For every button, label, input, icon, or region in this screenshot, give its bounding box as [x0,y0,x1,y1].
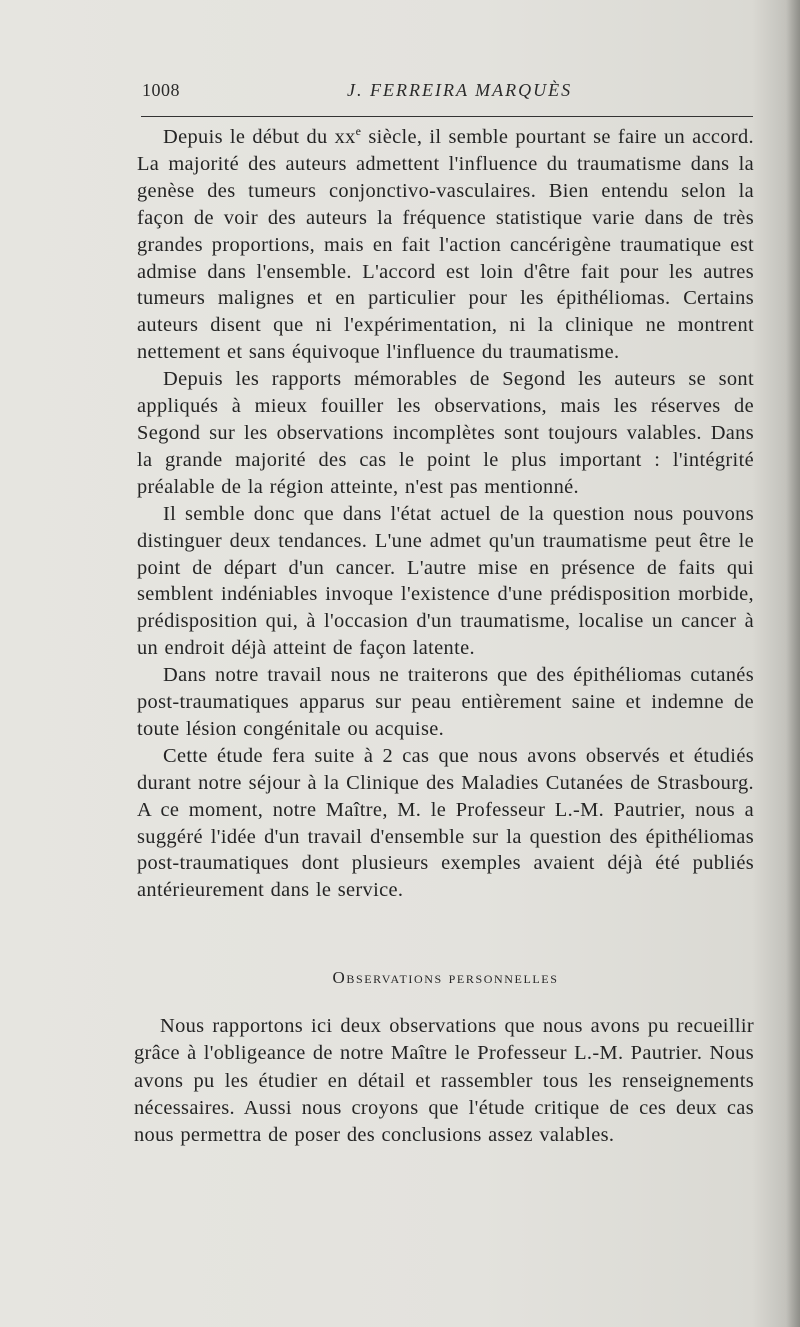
paragraph-1-rest: siècle, il semble pourtant se faire un accord. La majorité des auteurs admettent l'influence du traumatisme dans la genèse des tumeurs conjonctivo-vasculaires. Bien entendu selon la façon de voir des auteurs la fréquence statistique varie dans de très grandes proportions, mais en fait l'action cancérigène traumatique est admise dans l'ensemble. L'accord est loin d'être fait pour les autres tumeurs malignes et en particulier pour les épithéliomas. Certains auteurs disent que ni l'expérimentation, ni la clinique ne montrent nettement et sans équivoque l'influence du traumatisme. [137,126,755,364]
century-superscript: e [355,124,362,139]
paragraph-5: Cette étude fera suite à 2 cas que nous avons observés et étudiés durant notre séjour à la Clinique des Maladies Cutanées de Strasbourg. A ce moment, notre Maître, M. le Professeur L.-M. Pautrier, nous a suggéré l'idée d'un travail d'ensemble sur la question des épithéliomas post-traumatiques dont plusieurs exemples avaient déjà été publiés antérieurement dans le service. [137,744,754,902]
paragraph-1-start: Depuis le début du xx [163,126,356,148]
page-edge-shadow [786,0,800,1327]
running-head [142,80,754,104]
body-text [137,124,754,904]
paragraph-2: Depuis les rapports mémorables de Segond les auteurs se sont appliqués à mieux fouiller les observations, mais les réserves de Segond sur les observations incomplètes sont toujours valables. Dans la grande majorité des cas le point le plus important : l'intégrité préalable de la région atteinte, n'est pas mentionné. [137,368,754,498]
running-head-author: J. FERREIRA MARQUÈS [347,80,573,100]
paragraph-4: Dans notre travail nous ne traiterons que des épithéliomas cutanés post-traumatiques apparus sur peau entièrement saine et indemne de toute lésion congénitale ou acquise. [137,664,754,740]
header-rule [141,116,753,117]
section-heading: Observations personnelles [332,968,559,987]
section-body [134,1013,754,1149]
paragraph-1 [137,124,754,366]
paragraph-3: Il semble donc que dans l'état actuel de la question nous pouvons distinguer deux tendances. L'une admet qu'un traumatisme peut être le point de départ d'un cancer. L'autre mise en présence de faits qui semblent indéniables invoque l'existence d'une prédisposition morbide, prédisposition qui, à l'occasion d'un traumatisme, localise un cancer à un endroit déjà atteint de façon latente. [137,502,754,660]
section-paragraph: Nous rapportons ici deux observations que nous avons pu recueillir grâce à l'obligeance de notre Maître le Professeur L.-M. Pautrier. Nous avons pu les étudier en détail et rassembler tous les renseignements nécessaires. Aussi nous croyons que l'étude critique de ces deux cas nous permettra de poser des conclusions assez valables. [134,1015,754,1147]
page-number: 1008 [142,80,180,100]
